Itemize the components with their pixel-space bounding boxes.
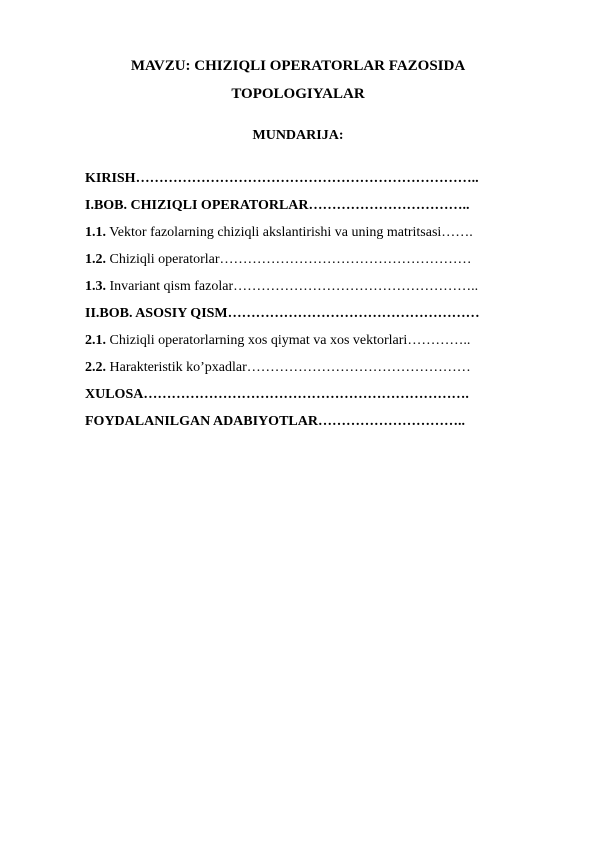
toc-entry-text: XULOSA……………………………………………………………. [85, 387, 469, 402]
toc-entry-text: KIRISH……………………………………………………………….. [85, 171, 479, 186]
toc-entry-chapter-2 [85, 305, 480, 322]
toc-entry-number: 1.2. [85, 252, 106, 267]
toc-entry-text: I.BOB. CHIZIQLI OPERATORLAR…………………………….. [85, 198, 470, 213]
toc-entry-xulosa [85, 386, 469, 403]
toc-entry-bibliography [85, 413, 465, 430]
toc-entry-text: Chiziqli operatorlarning xos qiymat va xos vektorlari………….. [106, 333, 471, 348]
toc-entry-1-2 [85, 251, 472, 268]
toc-entry-1-3 [85, 278, 478, 295]
toc-entry-2-2 [85, 359, 471, 376]
toc-entry-text: Invariant qism fazolar…………………………………………….. [106, 279, 479, 294]
toc-entry-number: 1.3. [85, 279, 106, 294]
toc-entry-number: 2.2. [85, 360, 106, 375]
toc-entry-text: Vektor fazolarning chiziqli akslantirishi va uning matritsasi……. [106, 225, 473, 240]
contents-heading: MUNDARIJA: [252, 128, 344, 143]
toc-entry-number: 1.1. [85, 225, 106, 240]
document-title-line-2: TOPOLOGIYALAR [231, 86, 365, 102]
toc-entry-1-1 [85, 224, 473, 241]
toc-entry-number: 2.1. [85, 333, 106, 348]
toc-entry-kirish [85, 170, 479, 187]
toc-entry-2-1 [85, 332, 470, 349]
toc-entry-text: Harakteristik ko’pxadlar………………………………………… [106, 360, 471, 375]
toc-entry-text: Chiziqli operatorlar……………………………………………… [106, 252, 472, 267]
toc-entry-chapter-1 [85, 197, 470, 214]
toc-entry-text: II.BOB. ASOSIY QISM……………………………………………… [85, 306, 480, 321]
document-title-line-1: MAVZU: CHIZIQLI OPERATORLAR FAZOSIDA [130, 58, 466, 74]
toc-entry-text: FOYDALANILGAN ADABIYOTLAR………………………….. [85, 414, 465, 429]
